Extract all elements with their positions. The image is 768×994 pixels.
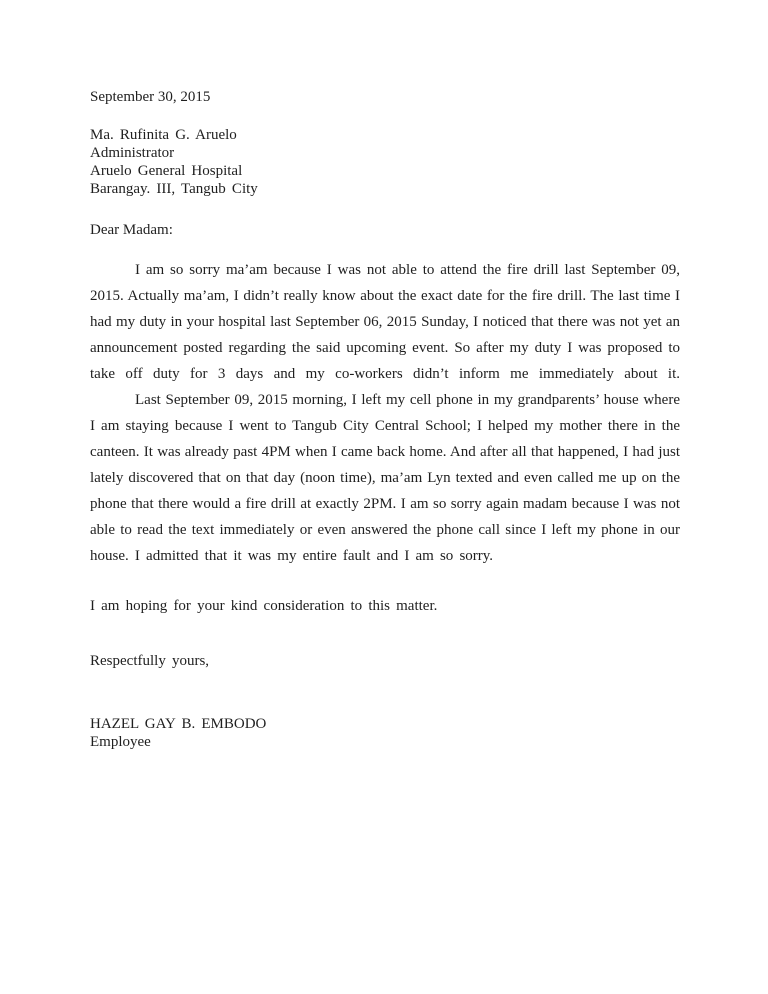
letter-date: September 30, 2015 [90,89,211,105]
letter-sheet [90,0,680,751]
signature-block [90,715,680,751]
salutation: Dear Madam: [90,222,173,238]
recipient-address: Barangay. III, Tangub City [90,181,258,197]
body-line: announcement posted regarding the said upcoming event. So after my duty I was proposed to [90,340,680,356]
recipient-organization: Aruelo General Hospital [90,163,243,179]
closing-line: I am hoping for your kind consideration to this matter. [90,598,438,614]
body-line: able to read the text immediately or even answered the phone call since I left my phone in our [90,522,680,538]
body-line: had my duty in your hospital last September 06, 2015 Sunday, I noticed that there was not yet an [90,314,680,330]
recipient-block [90,126,680,198]
body-line: I am staying because I went to Tangub City Central School; I helped my mother there in the [90,418,680,434]
body-line: 2015. Actually ma’am, I didn’t really know about the exact date for the fire drill. The last time I [90,288,680,304]
body-line: Last September 09, 2015 morning, I left my cell phone in my grandparents’ house where [135,392,680,408]
body-line: phone that there would a fire drill at exactly 2PM. I am so sorry again madam because I was not [90,496,680,512]
recipient-name: Ma. Rufinita G. Aruelo [90,127,237,143]
body-line: canteen. It was already past 4PM when I came back home. And after all that happened, I had just [90,444,680,460]
body-line: I am so sorry ma’am because I was not able to attend the fire drill last September 09, [135,262,680,278]
signature-title: Employee [90,734,151,750]
letter-body [90,257,680,569]
valediction: Respectfully yours, [90,653,210,669]
body-paragraph-1 [90,257,680,387]
body-line: take off duty for 3 days and my co-workers didn’t inform me immediately about it. [90,366,680,382]
signature-name: HAZEL GAY B. EMBODO [90,716,267,732]
body-paragraph-2 [90,387,680,569]
body-line: lately discovered that on that day (noon time), ma’am Lyn texted and even called me up on the [90,470,680,486]
recipient-title: Administrator [90,145,175,161]
body-line: house. I admitted that it was my entire fault and I am so sorry. [90,548,494,564]
